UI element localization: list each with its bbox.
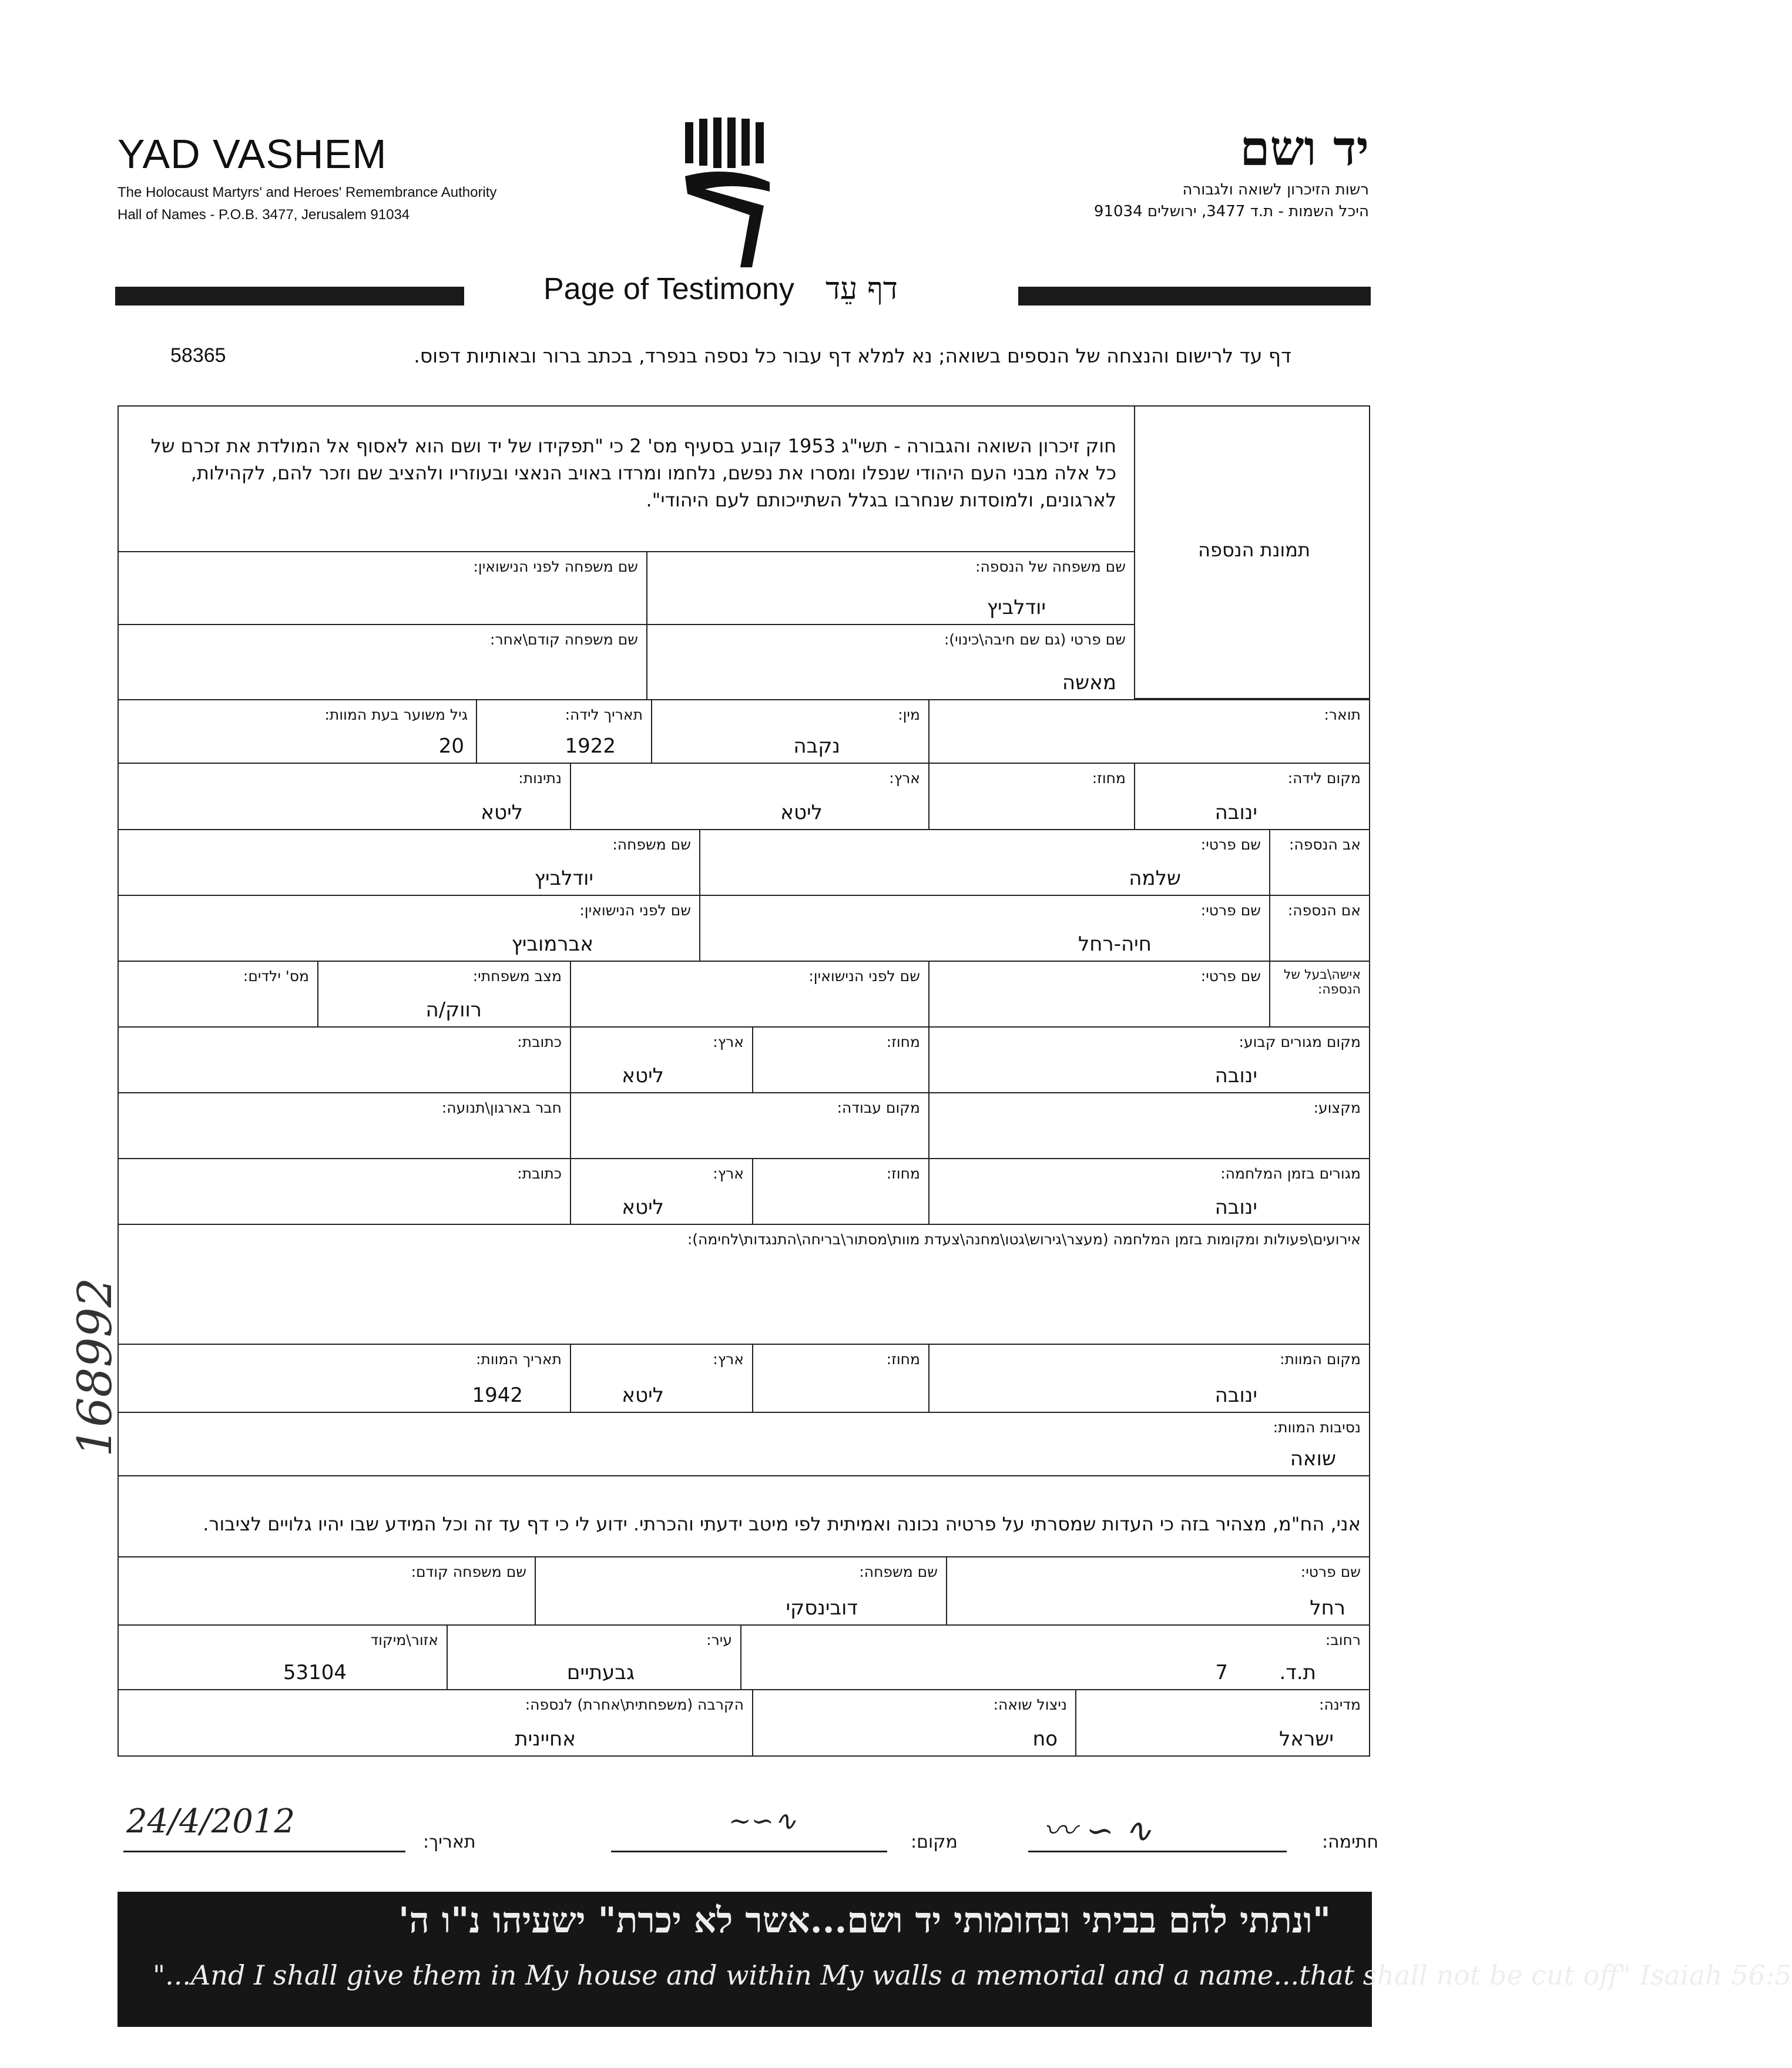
header-rule-right <box>1018 287 1371 306</box>
submitter-zip-field[interactable]: אזור\מיקוד 53104 <box>118 1624 448 1690</box>
page-title: Page of Testimony <box>543 272 794 306</box>
date-handwritten: 24/4/2012 <box>126 1802 296 1841</box>
birth-district-field[interactable]: מחוז: <box>928 763 1135 830</box>
residence-field[interactable]: מקום מגורים קבוע: ינובה <box>928 1026 1370 1093</box>
banner-quote-en: "...And I shall give them in My house and within My walls a memorial and a name...that shall not be cut off" Isaiah 56:5 <box>153 1959 1792 1991</box>
children-field[interactable]: מס' ילדים: <box>118 961 318 1028</box>
org-subtitle-he: רשות הזיכרון לשואה ולגבורה <box>1182 181 1369 199</box>
residence-country-field[interactable]: ארץ: ליטא <box>570 1026 753 1093</box>
nationality-field[interactable]: נתינות: ליטא <box>118 763 571 830</box>
banner-quote-he: "ונתתי להם בביתי ובחומותי יד ושם...אשר לא יכרת" ישעיהו נ"ו ה' <box>398 1900 1331 1941</box>
instructions: דף עד לרישום והנצחה של הנספים בשואה; נא למלא דף עבור כל נספה בנפרד, בכתב ברור ובאותיות דפוס. <box>414 344 1291 367</box>
birth-place-field[interactable]: מקום לידה: ינובה <box>1134 763 1370 830</box>
profession-field[interactable]: מקצוע: <box>928 1092 1370 1159</box>
residence-district-field[interactable]: מחוז: <box>752 1026 929 1093</box>
mother-first-name-field[interactable]: שם פרטי: חיה-רחל <box>699 895 1270 962</box>
spouse-first-name-field[interactable]: שם פרטי: <box>928 961 1270 1028</box>
mother-maiden-field[interactable]: שם לפני הנישואין: אברמוביץ <box>118 895 700 962</box>
relation-field[interactable]: הקרבה (משפחתית\אחרת) לנספה: אחיינית <box>118 1689 753 1757</box>
gender-field[interactable]: מין: נקבה <box>476 699 929 764</box>
wartime-residence-field[interactable]: מגורים בזמן המלחמה: ינובה <box>928 1158 1370 1225</box>
death-district-field[interactable]: מחוז: <box>752 1344 929 1413</box>
place-handwritten: ∼∽∿ <box>729 1805 797 1837</box>
photo-box[interactable] <box>1134 405 1370 699</box>
mother-label-cell: אם הנספה: <box>1269 895 1370 962</box>
submitter-street-field[interactable]: רחוב: ת.ד. 7 <box>740 1624 1370 1690</box>
survivor-field[interactable]: ניצול שואה: no <box>752 1689 1076 1757</box>
age-field[interactable]: גיל משוער בעת המוות: 20 <box>118 699 477 764</box>
submitter-city-field[interactable]: עיר: גבעתיים <box>447 1624 741 1690</box>
death-cause-field[interactable]: נסיבות המוות: שואה <box>118 1412 1370 1476</box>
submitter-surname-field[interactable]: שם משפחה: דובינסקי <box>535 1556 947 1626</box>
signature-label: חתימה: <box>1322 1832 1379 1852</box>
father-surname-field[interactable]: שם משפחה: יודלביץ <box>118 829 700 896</box>
wartime-address-field[interactable]: כתובת: <box>118 1158 571 1225</box>
maiden-name-field[interactable]: שם משפחה לפני הנישואין: <box>118 551 647 625</box>
death-date-field[interactable]: תאריך המוות: 1942 <box>118 1344 571 1413</box>
birth-date-field[interactable]: תאריך לידה: 1922 <box>476 699 652 764</box>
side-handwritten-number: 168992 <box>68 1277 122 1457</box>
photo-label: תמונת הנספה <box>1198 539 1310 561</box>
org-subtitle-en: The Holocaust Martyrs' and Heroes' Remembrance Authority <box>118 184 497 200</box>
org-name-en: YAD VASHEM <box>118 131 387 177</box>
submitter-country-field[interactable]: מדינה: ישראל <box>1075 1689 1370 1757</box>
spouse-maiden-field[interactable]: שם לפני הנישואין: <box>570 961 929 1028</box>
place-line[interactable] <box>611 1849 887 1852</box>
title-field[interactable]: תואר: <box>928 699 1370 764</box>
workplace-field[interactable]: מקום עבודה: <box>570 1092 929 1159</box>
yad-vashem-logo-icon <box>682 118 776 270</box>
marital-status-field[interactable]: מצב משפחתי: רווק/ה <box>317 961 571 1028</box>
submitter-prev-surname-field[interactable]: שם משפחה קודם: <box>118 1556 536 1626</box>
death-place-field[interactable]: מקום המוות: ינובה <box>928 1344 1370 1413</box>
law-text: חוק זיכרון השואה והגבורה - תשי"ג 1953 קובע בסעיף מס' 2 כי "תפקידו של יד ושם הוא לאסוף אל המולדת את זכרם של כל אלה מבני העם היהודי שנפלו ומסרו את נפשם, נלחמו ומרדו באויב הנאצי ובעוזריו ולהציב שם וזכר להם, לקהילות, לארגונים, ולמוסדות שנחרבו בגלל השתייכותם לעם היהודי". <box>150 435 1116 511</box>
header-rule-left <box>115 287 464 306</box>
family-name-field[interactable]: שם משפחה של הנספה: יודלביץ <box>646 551 1135 625</box>
date-label: תאריך: <box>423 1832 476 1852</box>
wartime-events-field[interactable]: אירועים\פעולות ומקומות בזמן המלחמה (מעצר\גירוש\גטו\מחנה\צעדת מוות\מסתור\בריחה\התנגדות\לחימה): <box>118 1224 1370 1345</box>
document-number: 58365 <box>170 344 226 367</box>
signature-handwritten: 〰 ∽ ∿ <box>1043 1812 1152 1850</box>
spouse-label-cell: אישה\בעל של הנספה: <box>1269 961 1370 1028</box>
residence-address-field[interactable]: כתובת: <box>118 1026 571 1093</box>
date-line[interactable] <box>123 1849 405 1852</box>
org-address-en: Hall of Names - P.O.B. 3477, Jerusalem 91034 <box>118 207 410 223</box>
testimony-form <box>118 405 1370 1757</box>
place-label: מקום: <box>911 1832 958 1852</box>
death-country-field[interactable]: ארץ: ליטא <box>570 1344 753 1413</box>
law-text-box <box>118 405 1135 552</box>
org-name-he: יד ושם <box>1240 120 1369 177</box>
father-first-name-field[interactable]: שם פרטי: שלמה <box>699 829 1270 896</box>
first-name-field[interactable]: שם פרטי (גם שם חיבה\כינוי): מאשה <box>646 624 1135 700</box>
birth-country-field[interactable]: ארץ: ליטא <box>570 763 929 830</box>
prev-name-field[interactable]: שם משפחה קודם\אחר: <box>118 624 647 700</box>
page-title-he: דף עֵד <box>825 271 898 307</box>
org-address-he: היכל השמות - ת.ד 3477, ירושלים 91034 <box>1093 203 1369 220</box>
submitter-first-name-field[interactable]: שם פרטי: רחל <box>946 1556 1370 1626</box>
wartime-district-field[interactable]: מחוז: <box>752 1158 929 1225</box>
wartime-country-field[interactable]: ארץ: ליטא <box>570 1158 753 1225</box>
footer-banner <box>118 1892 1792 2027</box>
father-label-cell: אב הנספה: <box>1269 829 1370 896</box>
organization-field[interactable]: חבר בארגון\תנועה: <box>118 1092 571 1159</box>
declaration-text: אני, הח"מ, מצהיר בזה כי העדות שמסרתי על פרטיה נכונה ואמיתית לפי מיטב ידעתי והכרתי. ידוע לי כי דף עד זה וכל המידע שבו יהיו גלויים לציבור. <box>203 1513 1361 1535</box>
declaration-box <box>118 1475 1370 1557</box>
